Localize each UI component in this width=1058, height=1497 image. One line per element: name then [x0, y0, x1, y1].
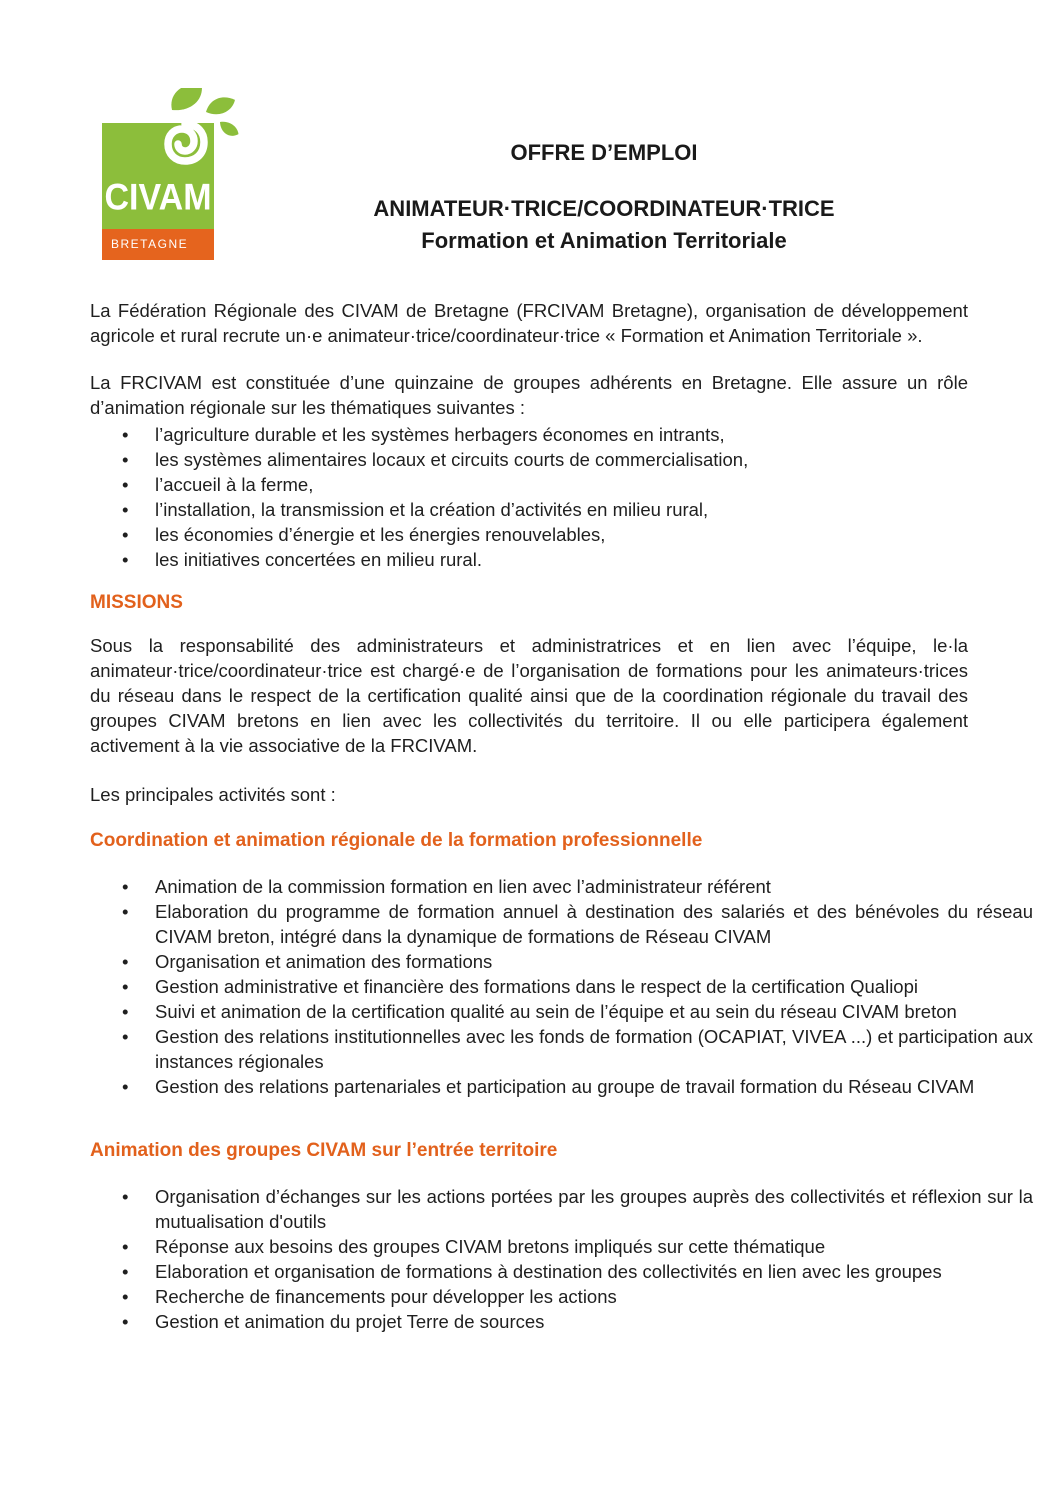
- civam-logo: [100, 88, 250, 263]
- activities-intro: Les principales activités sont :: [90, 784, 336, 805]
- list-item: • les initiatives concertées en milieu rural.: [155, 547, 1033, 572]
- missions-paragraph: Sous la responsabilité des administrateurs et administratrices et en lien avec l’équipe, le·la animateur·trice/coordinateur·trice est chargé·e de l’organisation de formations pour les animateurs·trices du réseau dans le respect de la certification qualité ainsi que de la coordination régionale du travail des groupes CIVAM bretons en lien avec les collectivités du territoire. Il ou elle participera également activement à la vie associative de la FRCIVAM.: [90, 635, 968, 756]
- coordination-activities-list: [90, 874, 1033, 1099]
- logo-region-banner: BRETAGNE: [102, 229, 214, 260]
- list-item: • Gestion administrative et financière des formations dans le respect de la certification Qualiopi: [155, 974, 1033, 999]
- list-item: • Gestion des relations partenariales et participation au groupe de travail formation du Réseau CIVAM: [155, 1074, 1033, 1099]
- list-item: • l’agriculture durable et les systèmes herbagers économes en intrants,: [155, 422, 1033, 447]
- section-heading-animation-territoire: Animation des groupes CIVAM sur l’entrée territoire: [90, 1140, 558, 1161]
- job-title-line1: ANIMATEUR·TRICE/COORDINATEUR·TRICE: [373, 196, 835, 221]
- territoire-activities-list: [90, 1184, 1033, 1334]
- section-heading-coordination: Coordination et animation régionale de la formation professionnelle: [90, 830, 703, 851]
- list-item: • Suivi et animation de la certification qualité au sein de l’équipe et au sein du réseau CIVAM breton: [155, 999, 1033, 1024]
- page-title: OFFRE D’EMPLOI: [510, 140, 698, 165]
- list-item: • les systèmes alimentaires locaux et circuits courts de commercialisation,: [155, 447, 1033, 472]
- list-item: • les économies d’énergie et les énergies renouvelables,: [155, 522, 1033, 547]
- list-item: • Gestion des relations institutionnelles avec les fonds de formation (OCAPIAT, VIVEA ...) et participation aux instances régionales: [155, 1024, 1033, 1074]
- themes-list: [90, 422, 1033, 572]
- intro-paragraph-1: La Fédération Régionale des CIVAM de Bretagne (FRCIVAM Bretagne), organisation de développement agricole et rural recrute un·e animateur·trice/coordinateur·trice « Formation et Animation Territoriale ».: [90, 300, 968, 346]
- job-title-line2: Formation et Animation Territoriale: [421, 228, 787, 253]
- list-item: • Elaboration et organisation de formations à destination des collectivités en lien avec les groupes: [155, 1259, 1033, 1284]
- list-item: • l’installation, la transmission et la création d’activités en milieu rural,: [155, 497, 1033, 522]
- list-item: • Elaboration du programme de formation annuel à destination des salariés et des bénévoles du réseau CIVAM breton, intégré dans la dynamique de formations de Réseau CIVAM: [155, 899, 1033, 949]
- logo-wordmark: CIVAM: [104, 176, 212, 218]
- list-item: • Gestion et animation du projet Terre de sources: [155, 1309, 1033, 1334]
- list-item: • Recherche de financements pour développer les actions: [155, 1284, 1033, 1309]
- list-item: • l’accueil à la ferme,: [155, 472, 1033, 497]
- list-item: • Organisation et animation des formations: [155, 949, 1033, 974]
- list-item: • Réponse aux besoins des groupes CIVAM bretons impliqués sur cette thématique: [155, 1234, 1033, 1259]
- list-item: • Organisation d’échanges sur les actions portées par les groupes auprès des collectivités et réflexion sur la mutualisation d'outils: [155, 1184, 1033, 1234]
- intro-paragraph-2: La FRCIVAM est constituée d’une quinzaine de groupes adhérents en Bretagne. Elle assure un rôle d’animation régionale sur les thématiques suivantes :: [90, 372, 968, 418]
- list-item: • Animation de la commission formation en lien avec l’administrateur référent: [155, 874, 1033, 899]
- missions-heading: MISSIONS: [90, 592, 183, 613]
